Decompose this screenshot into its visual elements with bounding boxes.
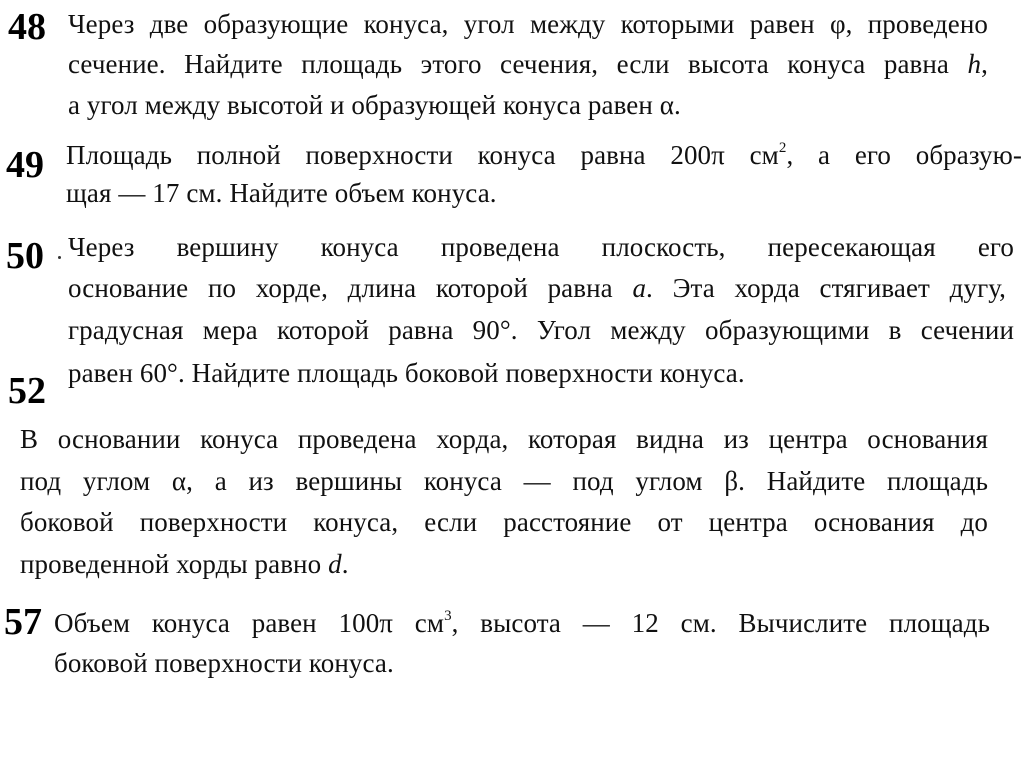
- problem-text-line: Объем конуса равен 100π $см^3$, высота — 12 см. Вычислите площадь: [54, 608, 990, 638]
- superscript: 2: [778, 140, 787, 156]
- superscript: 3: [444, 608, 452, 624]
- problem-text-line: сечение. Найдите площадь этого сечения, если высота конуса равна h,: [68, 49, 988, 79]
- problem-number: 52: [8, 370, 46, 412]
- stray-dot: [58, 256, 61, 259]
- problem-text-line: градусная мера которой равна 90°. Угол между образующими в сечении: [68, 315, 1014, 345]
- problem-text-line: боковой поверхности конуса, если расстояние от центра основания до: [20, 507, 988, 537]
- problem-text-line: под углом α, а из вершины конуса — под углом β. Найдите площадь: [20, 466, 988, 496]
- problem-text-line: боковой поверхности конуса.: [54, 648, 394, 678]
- problem-text-line: Площадь полной поверхности конуса равна 200π $см^2$, а его образую-: [66, 140, 1022, 170]
- problem-number: 49: [6, 144, 44, 186]
- problem-number: 57: [4, 601, 42, 643]
- problem-number: 48: [8, 6, 46, 48]
- problem-text-line: равен 60°. Найдите площадь боковой поверхности конуса.: [68, 358, 745, 388]
- problem-text-line: а угол между высотой и образующей конуса равен α.: [68, 90, 681, 120]
- problem-text-line: щая — 17 см. Найдите объем конуса.: [66, 178, 497, 208]
- problem-text-line: В основании конуса проведена хорда, которая видна из центра основания: [20, 424, 988, 454]
- problem-text-line: основание по хорде, длина которой равна a. Эта хорда стягивает дугу,: [68, 273, 1006, 303]
- problem-text-line: Через вершину конуса проведена плоскость, пересекающая его: [68, 232, 1014, 262]
- problem-text-line: проведенной хорды равно d.: [20, 549, 349, 579]
- problem-text-line: Через две образующие конуса, угол между которыми равен φ, проведено: [68, 9, 988, 39]
- problem-number: 50: [6, 235, 44, 277]
